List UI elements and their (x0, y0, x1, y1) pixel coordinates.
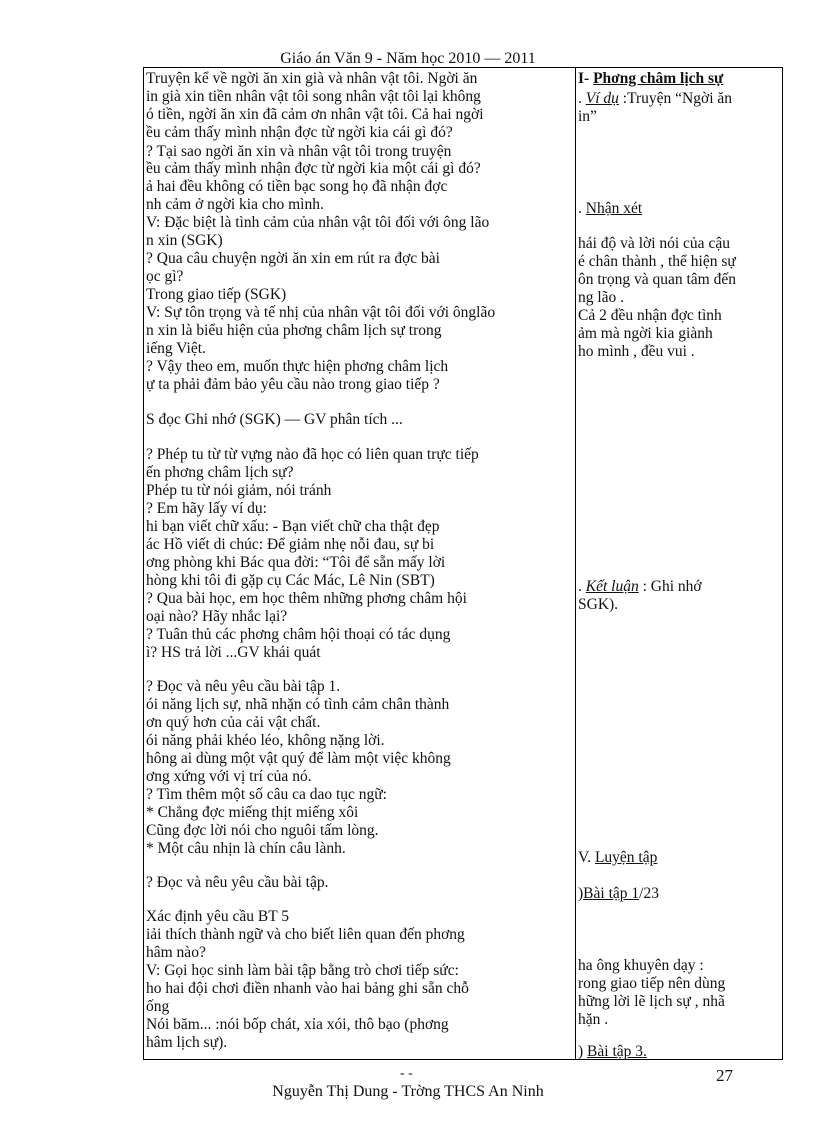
teacher-activity-line: hòng khi tôi đi gặp cụ Các Mác, Lê Nin (SBT) (146, 572, 435, 589)
conclusion-heading: . Kết luận : Ghi nhớ (578, 578, 702, 595)
example-heading: . Ví dụ :Truyện “Ngời ăn (578, 90, 733, 107)
teacher-activity-line: Truyện kể về ngời ăn xin già và nhân vật tôi. Ngời ăn (146, 70, 478, 87)
teacher-activity-line: * Một câu nhịn là chín câu lành. (146, 840, 346, 857)
teacher-activity-line: hâm lịch sự). (146, 1034, 228, 1051)
teacher-activity-line: hâm nào? (146, 944, 206, 961)
teacher-activity-line: ? Vậy theo em, muốn thực hiện phơng châm lịch (146, 358, 449, 375)
page-header: Giáo án Văn 9 - Năm học 2010 — 2011 (280, 50, 536, 67)
teacher-activity-line: hi bạn viết chữ xấu: - Bạn viết chữ cha thật đẹp (146, 518, 440, 535)
teacher-activity-line: ác Hồ viết di chúc: Để giảm nhẹ nỗi đau, sự bi (146, 536, 435, 553)
teacher-activity-line: ? Tuân thủ các phơng châm hội thoại có tác dụng (146, 626, 451, 643)
teacher-activity-line: ho hai đội chơi điền nhanh vào hai bảng ghi sẵn chỗ (146, 980, 469, 997)
section-title-text: Phơng châm lịch sự (593, 70, 724, 87)
teacher-activity-line: in già xin tiền nhân vật tôi song nhân vật tôi lại không (146, 88, 481, 105)
teacher-activity-line: ? Đọc và nêu yêu cầu bài tập. (146, 874, 329, 891)
teacher-activity-line: ? Qua câu chuyện ngời ăn xin em rút ra đợc bài (146, 250, 440, 267)
footer-dash: - - (400, 1066, 413, 1081)
teacher-activity-line: Trong giao tiếp (SGK) (146, 286, 287, 303)
teacher-activity-line: ì? HS trả lời ...GV khái quát (146, 644, 321, 661)
teacher-activity-line: ều cảm thấy mình nhận đợc từ ngời kia cái gì đó? (146, 124, 453, 141)
example-continuation: in” (578, 108, 597, 125)
teacher-activity-line: hông ai dùng một vật quý để làm một việc không (146, 750, 451, 767)
remark-label: Nhận xét (585, 200, 643, 217)
remark-line: ôn trọng và quan tâm đến (578, 271, 736, 288)
teacher-activity-line: ều cảm thấy mình nhận đợc từ ngời kia một cái gì đó? (146, 160, 481, 177)
remark-line: é chân thành , thể hiện sự (578, 253, 736, 270)
teacher-activity-line: n xin (SGK) (146, 232, 223, 249)
teacher-activity-line: S đọc Ghi nhớ (SGK) — GV phân tích ... (146, 411, 403, 428)
section-title: I- Phơng châm lịch sự (578, 70, 724, 87)
exercise-1-line: ha ông khuyên dạy : (578, 957, 704, 974)
teacher-activity-line: ? Qua bài học, em học thêm những phơng châm hội (146, 590, 467, 607)
teacher-activity-line: V: Gọi học sinh làm bài tập bằng trò chơi tiếp sức: (146, 962, 459, 979)
remark-line: Cả 2 đều nhận đợc tình (578, 307, 722, 324)
exercise-3-label: Bài tập 3. (587, 1043, 647, 1059)
teacher-activity-line: V: Sự tôn trọng và tế nhị của nhân vật tôi đối với ônglão (146, 304, 496, 321)
teacher-activity-line: ự ta phải đảm bảo yêu cầu nào trong giao tiếp ? (146, 376, 440, 393)
exercise-1-line: hững lời lẽ lịch sự , nhã (578, 993, 725, 1010)
teacher-activity-line: ói năng lịch sự, nhã nhặn có tình cảm chân thành (146, 696, 450, 713)
teacher-activity-line: ả hai đều không có tiền bạc song họ đã nhận đợc (146, 178, 448, 195)
teacher-activity-line: ? Em hãy lấy ví dụ: (146, 500, 267, 517)
teacher-activity-line: ọc gì? (146, 268, 184, 285)
lesson-table (143, 67, 783, 1060)
teacher-activity-line: ến phơng châm lịch sự? (146, 464, 294, 481)
teacher-activity-line: V: Đặc biệt là tình cảm của nhân vật tôi đối với ông lão (146, 214, 490, 231)
teacher-activity-line: iếng Việt. (146, 340, 206, 357)
teacher-activity-line: ? Tìm thêm một số câu ca dao tục ngữ: (146, 786, 387, 803)
teacher-activity-line: Xác định yêu cầu BT 5 (146, 908, 290, 925)
conclusion-continuation: SGK). (578, 596, 619, 613)
remark-line: ng lão . (578, 289, 625, 306)
teacher-activity-line: * Chẳng đợc miếng thịt miếng xôi (146, 804, 359, 821)
teacher-activity-line: ơn quý hơn của cải vật chất. (146, 714, 321, 731)
teacher-activity-line: Cũng đợc lời nói cho nguôi tấm lòng. (146, 822, 379, 839)
teacher-activity-line: Phép tu từ nói giảm, nói tránh (146, 482, 332, 499)
teacher-activity-line: iải thích thành ngữ và cho biết liên quan đến phơng (146, 926, 465, 943)
teacher-activity-line: oại nào? Hãy nhắc lại? (146, 608, 288, 625)
content-column (576, 68, 782, 1059)
teacher-activity-line: ? Đọc và nêu yêu cầu bài tập 1. (146, 678, 341, 695)
exercise-3-heading: ) Bài tập 3. (578, 1043, 647, 1059)
exercise-1-line: hặn . (578, 1011, 609, 1028)
exercise-1-heading: )Bài tập 1/23 (578, 885, 659, 902)
teacher-activities-column (144, 68, 576, 1059)
teacher-activity-line: nh cảm ở ngời kia cho mình. (146, 196, 324, 213)
remark-heading: . Nhận xét (578, 200, 643, 217)
exercise-1-label: Bài tập 1 (583, 885, 640, 902)
teacher-activity-line: n xin là biểu hiện của phơng châm lịch sự trong (146, 322, 442, 339)
teacher-activity-line: ống (146, 998, 170, 1015)
page-footer: Nguyễn Thị Dung - Trờng THCS An Ninh (272, 1083, 544, 1100)
page-number: 27 (716, 1066, 733, 1085)
remark-line: ảm mà ngời kia giành (578, 325, 713, 342)
teacher-activity-line: ói năng phải khéo léo, không nặng lời. (146, 732, 385, 749)
teacher-activity-line: ơng xứng với vị trí của nó. (146, 768, 312, 785)
practice-label: Luyện tập (594, 849, 658, 866)
conclusion-label: Kết luận (585, 578, 639, 595)
remark-line: hái độ và lời nói của cậu (578, 235, 730, 252)
teacher-activity-line: ? Phép tu từ từ vựng nào đã học có liên quan trực tiếp (146, 446, 479, 463)
practice-heading: V. Luyện tập (578, 849, 658, 866)
teacher-activity-line: ơng phòng khi Bác qua đời: “Tôi để sẵn mấy lời (146, 554, 446, 571)
example-label: Ví dụ (585, 90, 619, 107)
remark-line: ho mình , đều vui . (578, 343, 695, 360)
teacher-activity-line: ? Tại sao ngời ăn xin và nhân vật tôi trong truyện (146, 143, 452, 160)
teacher-activity-line: ó tiền, ngời ăn xin đã cảm ơn nhân vật tôi. Cả hai ngời (146, 106, 484, 123)
teacher-activity-line: Nói băm... :nói bốp chát, xỉa xói, thô bạo (phơng (146, 1016, 449, 1033)
exercise-1-line: rong giao tiếp nên dùng (578, 975, 726, 992)
